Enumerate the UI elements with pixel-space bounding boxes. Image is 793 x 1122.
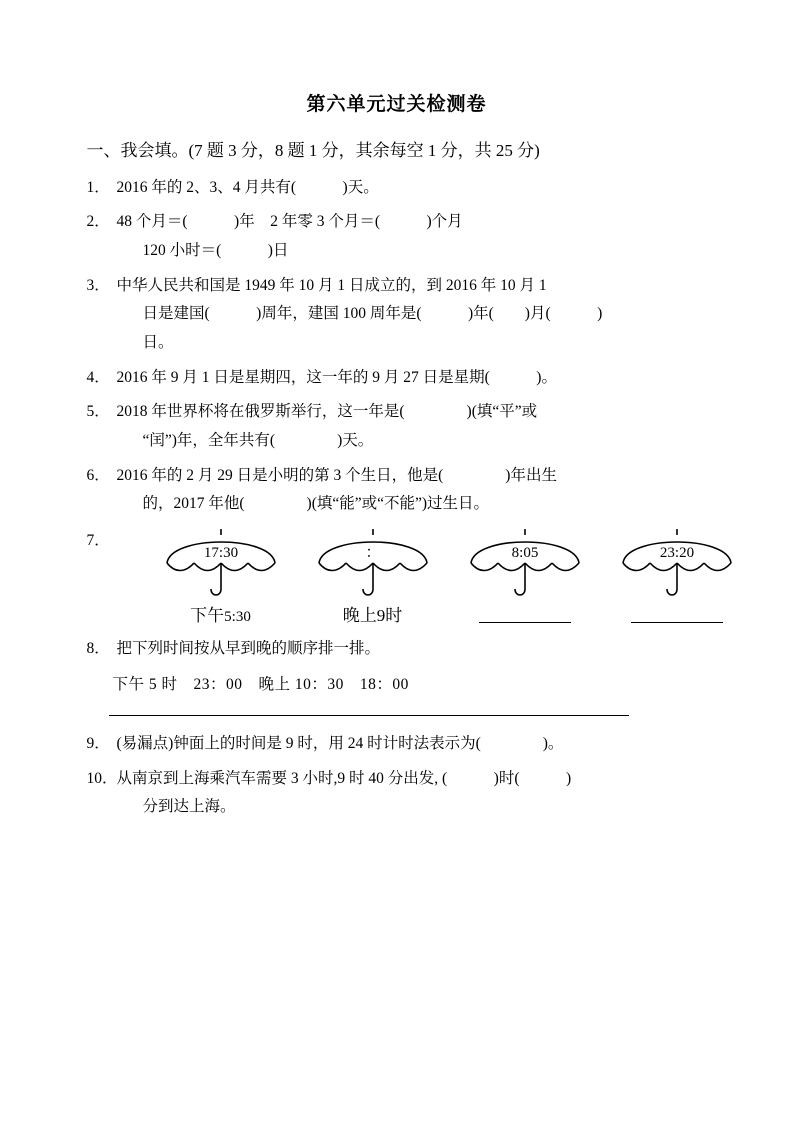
umbrella-label-1-text: 下午 [190,605,225,625]
question-2-number: 2． [86,213,110,231]
question-8 [57,635,737,664]
question-8-line-1: 把下列时间按从早到晚的顺序排一排。 [116,639,381,657]
question-4-line-1: 2016 年 9 月 1 日是星期四，这一年的 9 月 27 日是星期( )。 [116,368,557,386]
question-9 [57,730,737,759]
umbrella-icon [161,525,281,603]
question-3-line-3: 日。 [142,333,174,351]
umbrella-label-2 [297,605,449,629]
umbrella-time-2: ： [364,544,381,561]
question-10-number: 10． [86,769,118,787]
question-10 [57,765,737,822]
question-1-body [117,174,737,203]
umbrella-icon [313,525,433,603]
question-10-body [117,765,737,822]
umbrella-item-3 [449,525,601,603]
question-3-line-2: 日是建国( )周年，建国 100 周年是( )年( )月( ) [142,305,603,323]
umbrella-row [117,525,753,603]
question-4-number: 4． [86,368,110,386]
question-6 [57,462,737,519]
question-1-line-1: 2016 年的 2、3、4 月共有( )天。 [116,178,379,196]
umbrella-time-4: 23:20 [659,544,694,561]
umbrella-item-4 [601,525,753,603]
question-8-number: 8． [86,639,110,657]
question-3-body [117,272,737,358]
question-7-number: 7． [86,531,110,549]
question-6-line-1: 2016 年的 2 月 29 日是小明的第 3 个生日，他是( )年出生 [116,466,557,484]
question-2 [57,208,737,265]
question-5-body [117,398,737,455]
answer-blank-underline[interactable] [631,605,723,623]
answer-blank-underline[interactable] [479,605,571,623]
umbrella-item-2 [297,525,449,603]
umbrella-label-1 [145,605,297,629]
question-9-body [117,730,737,759]
question-8-items: 下午 5 时 23：00 晚上 10：30 18：00 [112,675,409,693]
page-title: 第六单元过关检测卷 [306,93,487,115]
question-5-line-2: “闰”)年，全年共有( )天。 [142,431,374,449]
question-5-line-1: 2018 年世界杯将在俄罗斯举行，这一年是( )(填“平”或 [116,403,538,421]
umbrella-label-1-time: 5:30 [224,608,251,625]
question-6-body [117,462,737,519]
question-9-number: 9． [86,735,110,753]
question-10-line-2: 分到达上海。 [142,798,236,816]
question-1 [57,174,737,203]
question-5-number: 5． [86,403,110,421]
umbrella-label-row [117,605,753,629]
question-6-number: 6． [86,466,110,484]
umbrella-time-1: 17:30 [203,544,238,561]
question-2-line-1: 48 个月＝( )年 2 年零 3 个月＝( )个月 [116,213,463,231]
question-4-body [117,364,737,393]
umbrella-label-3 [449,605,601,629]
question-4 [57,364,737,393]
umbrella-icon [465,525,585,603]
question-3-line-1: 中华人民共和国是 1949 年 10 月 1 日成立的，到 2016 年 10 月 1 [116,276,547,294]
umbrella-label-2-text: 晚上9时 [342,605,403,625]
umbrella-item-1 [145,525,297,603]
question-5 [57,398,737,455]
umbrella-time-3: 8:05 [511,544,538,561]
section-heading: 一、我会填。(7 题 3 分，8 题 1 分，其余每空 1 分，共 25 分) [86,141,540,160]
question-3-number: 3． [86,276,110,294]
question-3 [57,272,737,358]
question-7-body [117,525,753,629]
question-2-body [117,208,737,265]
answer-rule[interactable] [109,715,629,716]
question-7 [57,525,737,629]
question-10-line-1: 从南京到上海乘汽车需要 3 小时,9 时 40 分出发, ( )时( ) [116,769,572,787]
question-9-line-1: (易漏点)钟面上的时间是 9 时，用 24 时计时法表示为( )。 [116,735,564,753]
umbrella-label-4 [601,605,753,629]
question-1-number: 1． [86,178,110,196]
worksheet-content [57,114,737,822]
question-6-line-2: 的，2017 年他( )(填“能”或“不能”)过生日。 [142,495,490,513]
umbrella-icon [617,525,737,603]
question-2-line-2: 120 小时＝( )日 [142,241,289,259]
question-8-body [117,635,737,664]
